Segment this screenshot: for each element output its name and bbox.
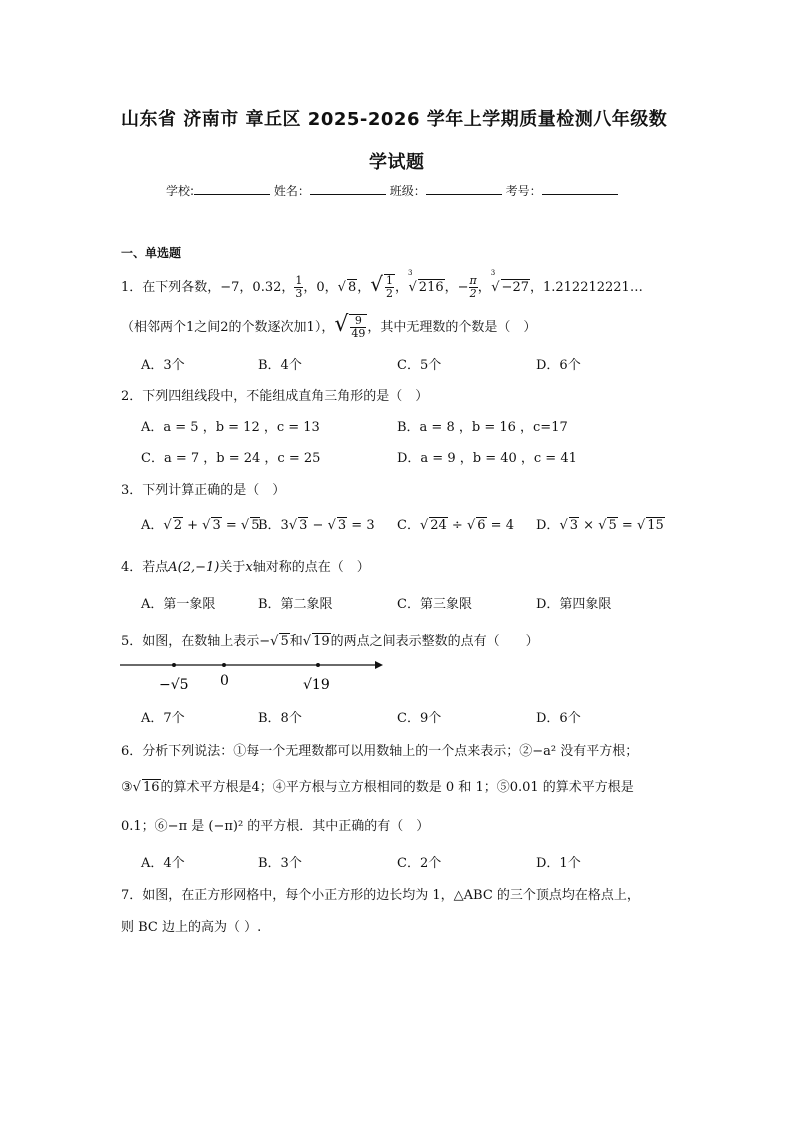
radicand: 216 [418, 280, 444, 295]
question-6-line1: 6．分析下列说法：①每一个无理数都可以用数轴上的一个点来表示；②−a² 没有平方根； [121, 744, 639, 759]
class-label: 班级： [389, 184, 426, 198]
question-1-line1 [121, 269, 643, 300]
question-7-line2: 则 BC 边上的高为（ ）. [121, 920, 262, 935]
school-label: 学校: [166, 184, 195, 198]
question-7-line1: 7．如图，在正方形网格中，每个小正方形的边长均为 1，△ABC 的三个顶点均在格点上， [121, 888, 640, 903]
q5-option-b[interactable]: B．8个 [258, 711, 302, 726]
fraction-pi-2: $\frac{\pi}{2}$ [469, 274, 477, 300]
sqrt-icon: √ [334, 312, 349, 337]
q4-option-c[interactable]: C．第三象限 [397, 597, 472, 612]
q1-text: ，其中无理数的个数是（ ） [367, 320, 537, 335]
q2-option-c[interactable]: C．a = 7 ，b = 24 ，c = 25 [141, 451, 321, 466]
sqrt-icon: √ [240, 518, 250, 533]
sqrt-icon: √ [466, 518, 476, 533]
q6-option-a[interactable]: A．4个 [141, 856, 185, 871]
q1-text: ， [395, 280, 409, 295]
q1-text: ， [357, 280, 371, 295]
cube-root-index: 3 [490, 269, 496, 277]
id-label: 考号： [505, 184, 542, 198]
question-1-line2 [121, 312, 536, 340]
arrow-right-icon [375, 661, 383, 669]
question-6-line2: ③√ 16的算术平方根是4；④平方根与立方根相同的数是 0 和 1；⑤0.01 的算术平方根是 [121, 780, 634, 795]
question-5-stem: 5．如图，在数轴上表示−√ 5和√ 19的两点之间表示整数的点有（ ） [121, 634, 539, 649]
school-blank[interactable] [194, 182, 270, 195]
q6-option-b[interactable]: B．3个 [258, 856, 302, 871]
sqrt-icon: √ [419, 518, 429, 533]
sqrt-icon: √ [163, 518, 172, 533]
sqrt-icon: √ [327, 518, 336, 533]
question-2-stem: 2．下列四组线段中，不能组成直角三角形的是（ ） [121, 389, 429, 404]
sqrt-icon: √ [302, 634, 312, 649]
sqrt-icon: √ [636, 518, 646, 533]
q6-option-d[interactable]: D．1个 [536, 856, 581, 871]
sqrt-icon: √ [270, 634, 279, 649]
q5-option-d[interactable]: D．6个 [536, 711, 581, 726]
q5-option-a[interactable]: A．7个 [141, 711, 185, 726]
label-zero: 0 [220, 673, 229, 689]
fraction-1-3: $\frac{1}{3}$ [295, 274, 303, 300]
q5-option-c[interactable]: C．9个 [397, 711, 442, 726]
class-blank[interactable] [426, 182, 502, 195]
x-axis-var: x [245, 560, 253, 575]
sqrt-icon: √ [132, 780, 141, 795]
number-line-figure [117, 652, 387, 694]
id-blank[interactable] [542, 182, 618, 195]
sqrt-icon: √ [491, 280, 500, 295]
q3-option-b[interactable]: B．3√ 3 − √ 3 = 3 [258, 518, 375, 533]
point-sqrt19 [316, 663, 320, 667]
q2-option-b[interactable]: B．a = 8 ，b = 16 ，c=17 [397, 420, 568, 435]
point-a: A(2,−1) [168, 560, 220, 575]
q3-option-d[interactable]: D．√ 3 × √ 5 = √ 15 [536, 518, 664, 533]
q1-option-c[interactable]: C．5个 [397, 358, 442, 373]
name-label: 姓名： [273, 184, 310, 198]
radicand-fraction: $\frac{9}{49}$ [351, 314, 366, 340]
sqrt-icon: √ [337, 280, 346, 295]
radicand: −27 [501, 280, 529, 295]
cube-root-index: 3 [408, 269, 413, 277]
q1-lead: 1．在下列各数，−7，0.32， [121, 280, 295, 295]
point-neg-sqrt5 [172, 663, 176, 667]
question-6-line3: 0.1；⑥−π 是 (−π)² 的平方根．其中正确的有（ ） [121, 819, 430, 834]
q3-option-a[interactable]: A．√ 2 + √ 3 = √ 5 [141, 518, 260, 533]
q1-option-a[interactable]: A．3个 [141, 358, 185, 373]
q6-option-c[interactable]: C．2个 [397, 856, 442, 871]
q1-text: ， [477, 280, 491, 295]
sqrt-icon: √ [288, 518, 298, 533]
radicand: 8 [347, 280, 357, 295]
section-title: 一、单选题 [121, 246, 182, 260]
q1-option-d[interactable]: D．6个 [536, 358, 581, 373]
q3-option-c[interactable]: C．√ 24 ÷ √ 6 = 4 [397, 518, 514, 533]
page-title-line1: 山东省 济南市 章丘区 2025-2026 学年上学期质量检测八年级数 [121, 109, 668, 130]
q1-text: ，0， [303, 280, 338, 295]
radicand-fraction: $\frac{1}{2}$ [386, 274, 394, 300]
sqrt-icon: √ [370, 272, 384, 296]
q4-option-a[interactable]: A．第一象限 [141, 597, 216, 612]
question-4-stem: 4．若点A(2,−1)关于x轴对称的点在（ ） [121, 560, 370, 575]
sqrt-icon: √ [598, 518, 607, 533]
q4-option-d[interactable]: D．第四象限 [536, 597, 612, 612]
question-3-stem: 3．下列计算正确的是（ ） [121, 483, 286, 498]
q1-option-b[interactable]: B．4个 [258, 358, 302, 373]
q1-text: ，− [444, 280, 469, 295]
point-zero [222, 663, 226, 667]
student-info [166, 182, 618, 199]
q1-text: ，1.212212221… [529, 280, 643, 295]
q2-option-d[interactable]: D．a = 9 ，b = 40 ，c = 41 [397, 451, 577, 466]
q2-option-a[interactable]: A．a = 5 ，b = 12 ，c = 13 [141, 420, 320, 435]
sqrt-icon: √ [408, 280, 417, 295]
sqrt-icon: √ [559, 518, 568, 533]
name-blank[interactable] [310, 182, 386, 195]
q4-option-b[interactable]: B．第二象限 [258, 597, 333, 612]
sqrt-icon: √ [202, 518, 211, 533]
page-title-line2: 学试题 [369, 152, 425, 173]
q1-text: （相邻两个1之间2的个数逐次加1）， [121, 320, 335, 335]
label-neg-sqrt5: −√5 [159, 677, 189, 693]
label-sqrt19: √19 [303, 677, 330, 693]
